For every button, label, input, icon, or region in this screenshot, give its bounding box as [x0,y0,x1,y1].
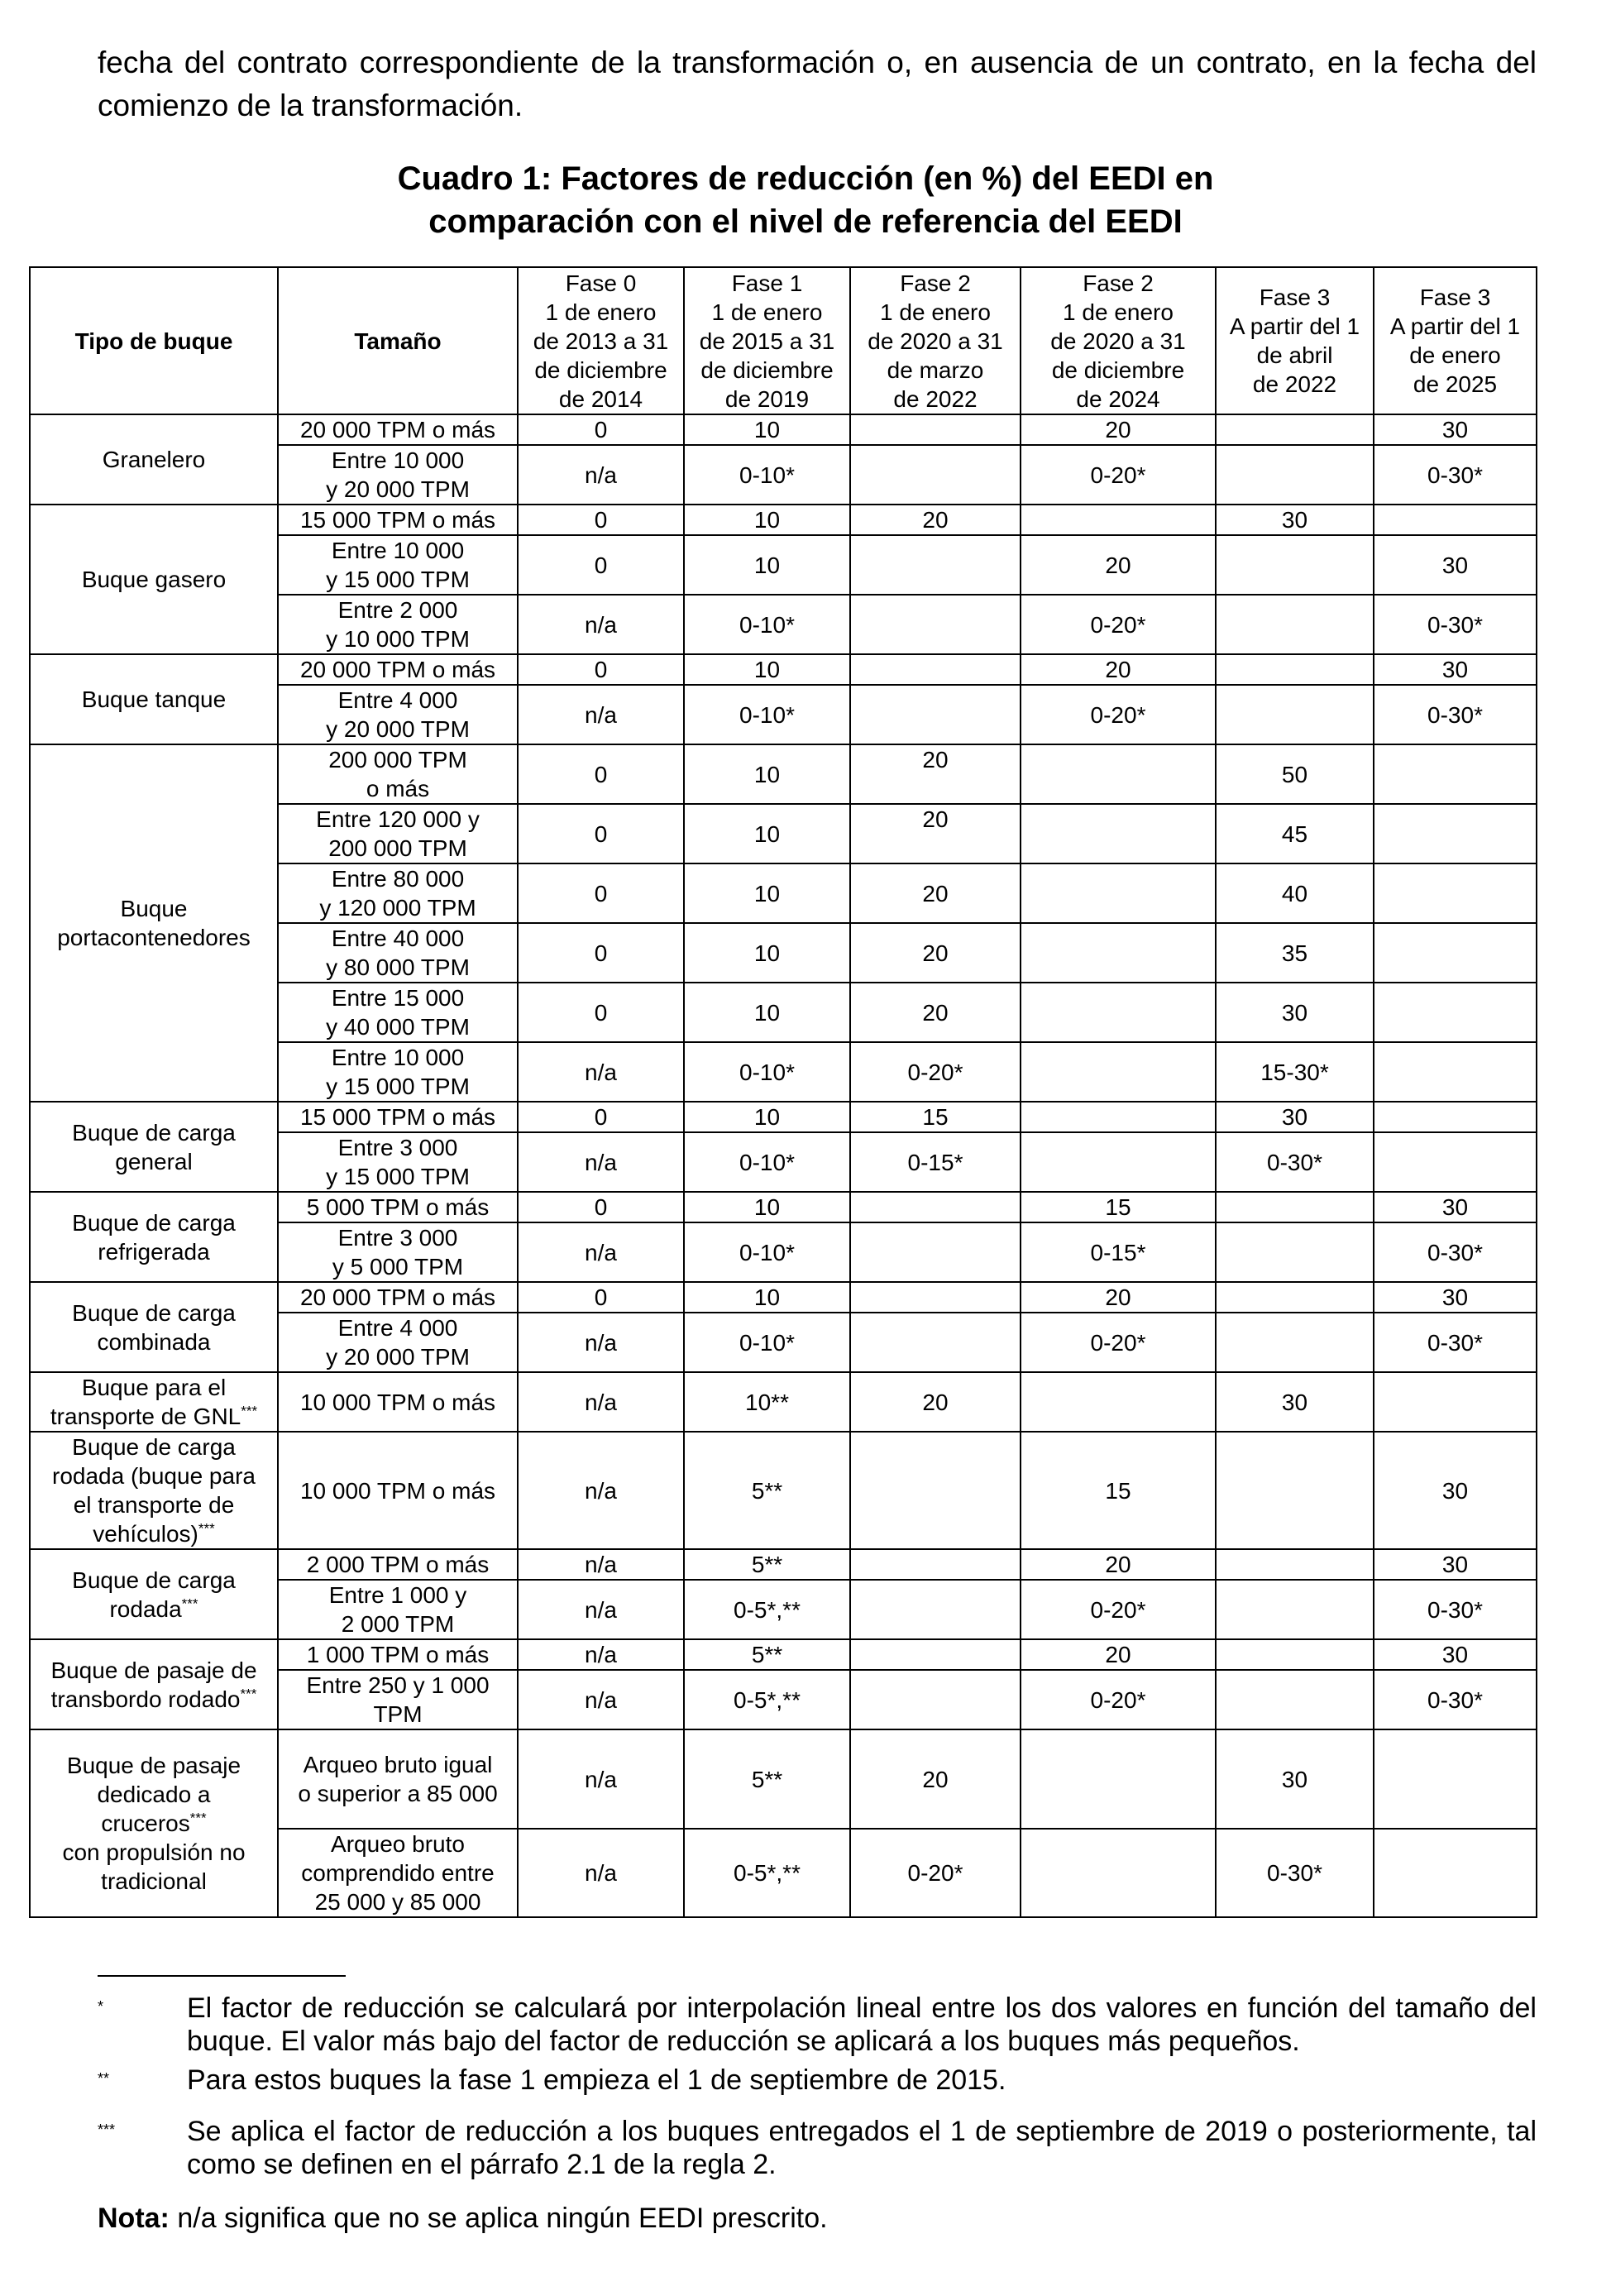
value-cell-phase-4 [1216,1580,1374,1639]
value-cell-phase-2 [850,445,1021,505]
value-cell-phase-1: 0-10* [684,685,850,744]
value-cell-phase-1: 0-10* [684,1132,850,1192]
value-cell-phase-2: 20 [850,863,1021,923]
value-cell-phase-4 [1216,414,1374,445]
value-cell-phase-0: 0 [518,804,684,863]
table-row [30,505,1537,535]
value-cell-phase-3: 0-20* [1021,1670,1216,1729]
value-cell-phase-5: 0-30* [1374,1222,1537,1282]
size-cell: Entre 4 000 y 20 000 TPM [278,1313,518,1372]
size-cell: Arqueo bruto igual o superior a 85 000 [278,1729,518,1829]
value-cell-phase-2 [850,1639,1021,1670]
ship-type-label: Buque de pasaje de transbordo rodado [50,1657,257,1712]
value-cell-phase-1: 10 [684,923,850,983]
value-cell-phase-4 [1216,595,1374,654]
header-phase-line: de 2015 a 31 [699,328,835,354]
header-phase-line: de diciembre [534,356,667,383]
value-cell-phase-3 [1021,863,1216,923]
header-phase-line: Fase 2 [900,270,971,296]
value-cell-phase-0: 0 [518,983,684,1042]
value-cell-phase-3: 0-20* [1021,1580,1216,1639]
value-cell-phase-3 [1021,1042,1216,1102]
value-cell-phase-0: 0 [518,1102,684,1132]
value-cell-phase-1: 10 [684,1102,850,1132]
value-cell-phase-4: 30 [1216,1729,1374,1829]
header-phase-line: Fase 1 [731,270,803,296]
value-cell-phase-0: n/a [518,1222,684,1282]
value-cell-phase-2 [850,1313,1021,1372]
ship-type-cell [30,654,278,744]
value-cell-phase-1: 5** [684,1639,850,1670]
value-cell-phase-5: 0-30* [1374,445,1537,505]
table-title-line-1: Cuadro 1: Factores de reducción (en %) del EEDI en [397,160,1214,197]
value-cell-phase-5: 0-30* [1374,685,1537,744]
ship-type-label: Buque para el transporte de GNL [50,1375,241,1429]
value-cell-phase-2: 15 [850,1102,1021,1132]
table-row [30,1729,1537,1829]
value-cell-phase-4: 35 [1216,923,1374,983]
header-phase-line: Fase 2 [1083,270,1154,296]
value-cell-phase-4: 50 [1216,744,1374,804]
value-cell-phase-0: n/a [518,445,684,505]
header-phase-line: de 2020 a 31 [1050,328,1186,354]
value-cell-phase-5 [1374,505,1537,535]
ship-type-cell [30,1639,278,1729]
value-cell-phase-5: 30 [1374,1549,1537,1580]
value-cell-phase-1: 10 [684,654,850,685]
ship-type-label: Buque de carga rodada (buque para el transporte de vehículos) [52,1434,256,1547]
table-row [30,1282,1537,1313]
value-cell-phase-4 [1216,1670,1374,1729]
header-size: Tamaño [278,267,518,414]
footnote-3-text: Se aplica el factor de reducción a los buques entregados el 1 de septiembre de 2019 o posteriormente, tal como se definen en el párrafo 2.1 de la regla 2. [187,2116,1537,2180]
value-cell-phase-5 [1374,804,1537,863]
ship-type-label: Buque de carga rodada [72,1567,236,1622]
value-cell-phase-4: 30 [1216,505,1374,535]
value-cell-phase-2: 0-20* [850,1042,1021,1102]
value-cell-phase-0: 0 [518,535,684,595]
ship-type-label: Buque de carga general [72,1119,236,1174]
header-phase-0 [518,267,684,414]
table-body [30,414,1537,1917]
header-phase-line: 1 de enero [1063,299,1174,325]
footnote-1-mark: * [98,1998,104,2015]
size-cell: Entre 40 000 y 80 000 TPM [278,923,518,983]
header-phase-3a [1216,267,1374,414]
value-cell-phase-3: 15 [1021,1432,1216,1549]
value-cell-phase-0: 0 [518,1282,684,1313]
size-cell: 5 000 TPM o más [278,1192,518,1222]
table-row [30,1192,1537,1222]
ship-type-cell [30,414,278,505]
ship-type-label: Buque tanque [81,686,227,712]
ship-type-label: Buque gasero [81,567,227,592]
value-cell-phase-3 [1021,744,1216,804]
size-cell: Entre 80 000 y 120 000 TPM [278,863,518,923]
table-row [30,1432,1537,1549]
value-cell-phase-3: 20 [1021,535,1216,595]
value-cell-phase-2 [850,1549,1021,1580]
value-cell-phase-5 [1374,1729,1537,1829]
value-cell-phase-3: 0-20* [1021,445,1216,505]
value-cell-phase-4: 0-30* [1216,1132,1374,1192]
value-cell-phase-2: 0-20* [850,1829,1021,1917]
size-cell: 20 000 TPM o más [278,654,518,685]
ship-type-cell [30,1192,278,1282]
value-cell-phase-0: 0 [518,744,684,804]
size-cell: Entre 1 000 y 2 000 TPM [278,1580,518,1639]
value-cell-phase-4 [1216,535,1374,595]
footnote-2-mark: ** [98,2070,110,2087]
value-cell-phase-2 [850,685,1021,744]
table-row [30,744,1537,804]
value-cell-phase-5: 30 [1374,414,1537,445]
eedi-reduction-table [29,266,1537,1918]
header-phase-line: de marzo [887,356,984,383]
header-phase-2a [850,267,1021,414]
value-cell-phase-4 [1216,1639,1374,1670]
value-cell-phase-4 [1216,1192,1374,1222]
value-cell-phase-1: 0-10* [684,1222,850,1282]
header-phase-line: de diciembre [700,356,834,383]
header-phase-line: de diciembre [1051,356,1185,383]
value-cell-phase-5: 30 [1374,1192,1537,1222]
size-cell: 2 000 TPM o más [278,1549,518,1580]
value-cell-phase-3: 0-20* [1021,595,1216,654]
value-cell-phase-2 [850,595,1021,654]
value-cell-phase-3: 0-20* [1021,685,1216,744]
value-cell-phase-3: 20 [1021,414,1216,445]
footnote-ref: *** [181,1595,198,1612]
value-cell-phase-2: 20 [850,1729,1021,1829]
value-cell-phase-1: 10 [684,535,850,595]
header-phase-1 [684,267,850,414]
size-cell: Entre 250 y 1 000 TPM [278,1670,518,1729]
value-cell-phase-0: n/a [518,685,684,744]
table-row [30,1549,1537,1580]
size-cell: 20 000 TPM o más [278,1282,518,1313]
value-cell-phase-2 [850,1192,1021,1222]
value-cell-phase-0: n/a [518,1372,684,1432]
value-cell-phase-1: 0-10* [684,445,850,505]
value-cell-phase-0: n/a [518,1580,684,1639]
header-phase-line: de 2013 a 31 [533,328,669,354]
ship-type-cell [30,1372,278,1432]
value-cell-phase-3 [1021,1729,1216,1829]
footnote-3-mark: *** [98,2121,116,2138]
header-phase-line: de 2025 [1413,371,1498,397]
value-cell-phase-5 [1374,1829,1537,1917]
header-phase-line: de 2022 [893,385,978,412]
value-cell-phase-2: 20 [850,923,1021,983]
value-cell-phase-0: n/a [518,1639,684,1670]
size-cell: Entre 10 000 y 15 000 TPM [278,1042,518,1102]
size-cell: Entre 3 000 y 15 000 TPM [278,1132,518,1192]
value-cell-phase-0: n/a [518,1729,684,1829]
value-cell-phase-1: 5** [684,1432,850,1549]
header-phase-line: de 2019 [724,385,810,412]
value-cell-phase-1: 10 [684,505,850,535]
value-cell-phase-2 [850,654,1021,685]
size-cell: Entre 2 000 y 10 000 TPM [278,595,518,654]
ship-type-label: Buque de carga combinada [72,1299,236,1355]
value-cell-phase-0: 0 [518,414,684,445]
value-cell-phase-5: 0-30* [1374,1313,1537,1372]
value-cell-phase-5: 30 [1374,1432,1537,1549]
value-cell-phase-2 [850,1580,1021,1639]
value-cell-phase-2: 20 [850,804,1021,863]
value-cell-phase-1: 10 [684,804,850,863]
value-cell-phase-0: 0 [518,654,684,685]
value-cell-phase-4 [1216,1282,1374,1313]
value-cell-phase-4: 0-30* [1216,1829,1374,1917]
ship-type-label-cont: con propulsión no tradicional [62,1839,246,1894]
footnote-ref: *** [240,1686,257,1702]
note [98,2202,828,2235]
size-cell: Entre 120 000 y 200 000 TPM [278,804,518,863]
intro-paragraph: fecha del contrato correspondiente de la transformación o, en ausencia de un contrato, en la fecha del comienzo de la transformación. [98,45,1537,122]
value-cell-phase-2 [850,1282,1021,1313]
header-phase-line: de 2024 [1076,385,1160,412]
value-cell-phase-5: 30 [1374,1282,1537,1313]
value-cell-phase-3 [1021,1102,1216,1132]
table-row [30,654,1537,685]
value-cell-phase-5 [1374,744,1537,804]
value-cell-phase-1: 0-5*,** [684,1580,850,1639]
header-phase-line: A partir del 1 [1229,313,1360,339]
value-cell-phase-3 [1021,923,1216,983]
table-row [30,1102,1537,1132]
size-cell: 1 000 TPM o más [278,1639,518,1670]
value-cell-phase-2: 20 [850,744,1021,804]
size-cell: 200 000 TPM o más [278,744,518,804]
value-cell-phase-3 [1021,983,1216,1042]
value-cell-phase-2: 0-15* [850,1132,1021,1192]
header-phase-3b [1374,267,1537,414]
value-cell-phase-3: 15 [1021,1192,1216,1222]
table-title [0,157,1611,243]
ship-type-cell [30,744,278,1102]
value-cell-phase-1: 10 [684,1282,850,1313]
value-cell-phase-3: 20 [1021,654,1216,685]
size-cell: Entre 3 000 y 5 000 TPM [278,1222,518,1282]
value-cell-phase-3 [1021,1372,1216,1432]
value-cell-phase-2 [850,1222,1021,1282]
footnote-separator [98,1975,346,1977]
ship-type-cell [30,1102,278,1192]
header-phase-line: 1 de enero [545,299,657,325]
value-cell-phase-1: 10** [684,1372,850,1432]
value-cell-phase-3: 20 [1021,1282,1216,1313]
value-cell-phase-3 [1021,804,1216,863]
value-cell-phase-0: 0 [518,923,684,983]
value-cell-phase-1: 10 [684,744,850,804]
table-row [30,414,1537,445]
value-cell-phase-4: 30 [1216,1372,1374,1432]
value-cell-phase-1: 10 [684,1192,850,1222]
header-ship-type: Tipo de buque [30,267,278,414]
value-cell-phase-4: 30 [1216,983,1374,1042]
value-cell-phase-5 [1374,1372,1537,1432]
header-phase-2b [1021,267,1216,414]
value-cell-phase-4 [1216,654,1374,685]
ship-type-cell [30,1549,278,1639]
size-cell: Arqueo bruto comprendido entre 25 000 y 85 000 [278,1829,518,1917]
value-cell-phase-5: 30 [1374,535,1537,595]
header-phase-line: A partir del 1 [1389,313,1521,339]
value-cell-phase-0: 0 [518,505,684,535]
value-cell-phase-1: 10 [684,414,850,445]
header-phase-line: 1 de enero [711,299,823,325]
value-cell-phase-1: 0-5*,** [684,1670,850,1729]
footnote-ref: *** [198,1520,215,1537]
value-cell-phase-3: 20 [1021,1549,1216,1580]
footnote-ref: *** [189,1810,207,1826]
ship-type-label: Buque de carga refrigerada [72,1209,236,1265]
value-cell-phase-2 [850,1432,1021,1549]
value-cell-phase-0: n/a [518,1670,684,1729]
value-cell-phase-2 [850,1670,1021,1729]
ship-type-label: Granelero [102,447,206,472]
value-cell-phase-4 [1216,1222,1374,1282]
table-title-line-2: comparación con el nivel de referencia del EEDI [428,203,1183,240]
size-cell: Entre 10 000 y 20 000 TPM [278,445,518,505]
value-cell-phase-5 [1374,983,1537,1042]
value-cell-phase-4: 15-30* [1216,1042,1374,1102]
value-cell-phase-5: 0-30* [1374,595,1537,654]
value-cell-phase-4: 45 [1216,804,1374,863]
value-cell-phase-0: n/a [518,1829,684,1917]
value-cell-phase-1: 10 [684,983,850,1042]
note-label: Nota: [98,2203,170,2234]
value-cell-phase-4 [1216,445,1374,505]
header-phase-line: Fase 3 [1259,285,1331,310]
value-cell-phase-1: 0-5*,** [684,1829,850,1917]
ship-type-label: Buque de pasaje dedicado a cruceros [66,1753,241,1836]
header-phase-line: de 2014 [558,385,643,412]
value-cell-phase-2 [850,535,1021,595]
value-cell-phase-1: 10 [684,863,850,923]
value-cell-phase-5 [1374,1042,1537,1102]
value-cell-phase-4 [1216,685,1374,744]
header-phase-line: Fase 0 [565,270,637,296]
size-cell: 15 000 TPM o más [278,505,518,535]
value-cell-phase-0: 0 [518,863,684,923]
value-cell-phase-0: n/a [518,1313,684,1372]
value-cell-phase-5 [1374,1102,1537,1132]
value-cell-phase-4: 40 [1216,863,1374,923]
ship-type-cell [30,1282,278,1372]
header-phase-line: 1 de enero [880,299,991,325]
ship-type-label: Buque portacontenedores [57,896,251,950]
value-cell-phase-1: 5** [684,1549,850,1580]
value-cell-phase-5: 30 [1374,654,1537,685]
value-cell-phase-4 [1216,1432,1374,1549]
header-phase-line: de enero [1409,342,1501,368]
value-cell-phase-5 [1374,863,1537,923]
footnote-ref: *** [241,1403,258,1419]
value-cell-phase-0: n/a [518,1549,684,1580]
value-cell-phase-4 [1216,1313,1374,1372]
note-text: n/a significa que no se aplica ningún EEDI prescrito. [169,2203,828,2234]
value-cell-phase-3 [1021,505,1216,535]
value-cell-phase-2: 20 [850,983,1021,1042]
value-cell-phase-0: n/a [518,595,684,654]
value-cell-phase-0: n/a [518,1042,684,1102]
value-cell-phase-4 [1216,1549,1374,1580]
size-cell: Entre 15 000 y 40 000 TPM [278,983,518,1042]
ship-type-cell [30,1432,278,1549]
value-cell-phase-1: 5** [684,1729,850,1829]
value-cell-phase-1: 0-10* [684,595,850,654]
value-cell-phase-3 [1021,1132,1216,1192]
value-cell-phase-2 [850,414,1021,445]
size-cell: 15 000 TPM o más [278,1102,518,1132]
value-cell-phase-5 [1374,923,1537,983]
value-cell-phase-1: 0-10* [684,1042,850,1102]
table-row [30,1372,1537,1432]
value-cell-phase-2: 20 [850,505,1021,535]
value-cell-phase-5: 0-30* [1374,1670,1537,1729]
value-cell-phase-3: 0-15* [1021,1222,1216,1282]
value-cell-phase-0: 0 [518,1192,684,1222]
value-cell-phase-3: 0-20* [1021,1313,1216,1372]
value-cell-phase-0: n/a [518,1132,684,1192]
footnote-2-text: Para estos buques la fase 1 empieza el 1 de septiembre de 2015. [187,2064,1006,2096]
value-cell-phase-3: 20 [1021,1639,1216,1670]
value-cell-phase-0: n/a [518,1432,684,1549]
header-phase-line: de abril [1256,342,1333,368]
size-cell: 10 000 TPM o más [278,1432,518,1549]
size-cell: Entre 4 000 y 20 000 TPM [278,685,518,744]
value-cell-phase-3 [1021,1829,1216,1917]
header-phase-line: de 2022 [1252,371,1337,397]
footnote-1-text: El factor de reducción se calculará por interpolación lineal entre los dos valores en función del tamaño del buque. El valor más bajo del factor de reducción se aplicará a los buques más pequeños. [187,1992,1537,2057]
value-cell-phase-5: 0-30* [1374,1580,1537,1639]
value-cell-phase-1: 0-10* [684,1313,850,1372]
ship-type-cell [30,505,278,654]
header-phase-line: de 2020 a 31 [868,328,1003,354]
value-cell-phase-4: 30 [1216,1102,1374,1132]
size-cell: 20 000 TPM o más [278,414,518,445]
table-row [30,1639,1537,1670]
table-header-row [30,267,1537,414]
value-cell-phase-5: 30 [1374,1639,1537,1670]
value-cell-phase-2: 20 [850,1372,1021,1432]
header-phase-line: Fase 3 [1419,285,1491,310]
value-cell-phase-5 [1374,1132,1537,1192]
size-cell: 10 000 TPM o más [278,1372,518,1432]
size-cell: Entre 10 000 y 15 000 TPM [278,535,518,595]
ship-type-cell [30,1729,278,1917]
